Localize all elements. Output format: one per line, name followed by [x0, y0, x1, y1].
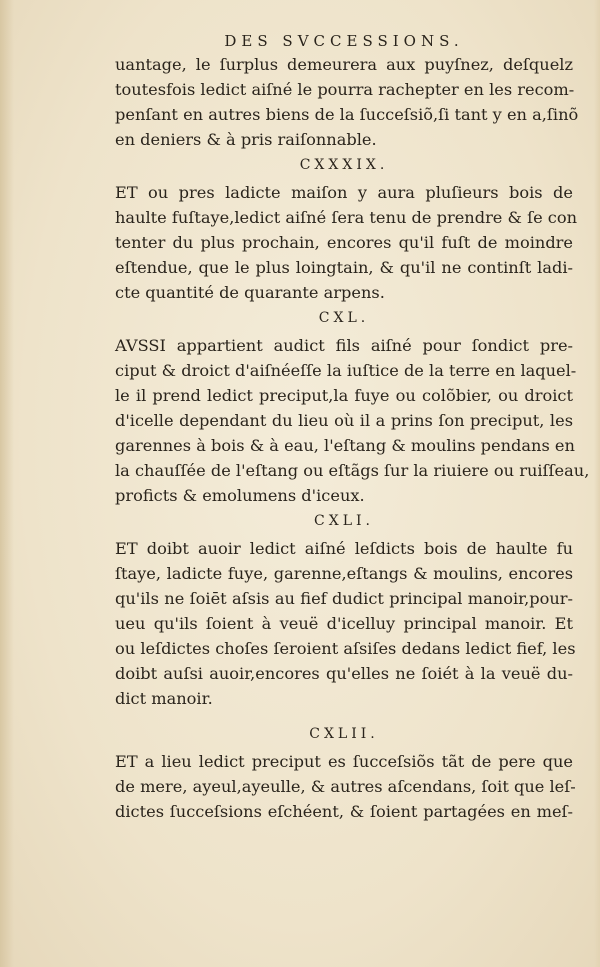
- text-block: [115, 30, 590, 824]
- text-line: qu'ils ne ſoiēt aſsis au fief dudict principal manoir,pour-: [115, 589, 573, 608]
- text-line: eſtendue, que le plus loingtain, & qu'il ne continſt ladi-: [115, 258, 573, 277]
- text-line: ueu qu'ils ſoient à veuë d'icelluy principal manoir. Et: [115, 614, 573, 633]
- text-line: d'icelle dependant du lieu où il a prins ſon preciput, les: [115, 411, 573, 430]
- text-line: dictes ſucceſsions eſchéent, & ſoient partagées en meſ-: [115, 802, 573, 821]
- text-line: la chauſſée de l'eſtang ou eſtãgs ſur la riuiere ou ruiſſeau,: [115, 461, 590, 480]
- paragraph-continuation: [115, 52, 579, 152]
- article-cxl: [115, 307, 590, 508]
- running-head: DES SVCCESSIONS.: [224, 32, 464, 50]
- text-line: en deniers & à pris raiſonnable.: [115, 130, 377, 149]
- text-line: doibt auſsi auoir,encores qu'elles ne ſoiét à la veuë du-: [115, 664, 573, 683]
- text-line: de mere, ayeul,ayeulle, & autres aſcendans, ſoit que leſ-: [115, 777, 576, 796]
- article-number: CXLI.: [314, 513, 374, 529]
- text-line: ou leſdictes choſes ſeroient aſsiſes dedans ledict fief, les: [115, 639, 576, 658]
- text-line: le il prend ledict preciput,la fuye ou colõbier, ou droict: [115, 386, 573, 405]
- paragraph-gap: [115, 711, 573, 721]
- article-number: CXXXIX.: [299, 157, 389, 173]
- text-line: haulte fuſtaye,ledict aiſné ſera tenu de prendre & ſe con: [115, 208, 578, 227]
- text-line: dict manoir.: [115, 689, 213, 708]
- page-edge-shadow: [594, 0, 600, 967]
- text-line: toutesfois ledict aiſné le pourra rachepter en les recom-: [115, 80, 575, 99]
- article-number: CXL.: [318, 310, 370, 326]
- article-cxlii: [115, 723, 576, 824]
- text-line: tenter du plus prochain, encores qu'il fuſt de moindre: [115, 233, 573, 252]
- text-line: ET a lieu ledict preciput es ſucceſsiõs tãt de pere que: [115, 752, 573, 771]
- article-cxxxix: [115, 154, 578, 305]
- text-line: garennes à bois & à eau, l'eſtang & moulins pendans en: [115, 436, 575, 455]
- text-line: ciput & droict d'aiſnéeſſe la iuſtice de la terre en laquel-: [115, 361, 577, 380]
- text-line: ET ou pres ladicte maiſon y aura pluſieurs bois de: [115, 183, 573, 202]
- article-cxli: [115, 510, 576, 711]
- text-line: ET doibt auoir ledict aiſné leſdicts bois de haulte fu: [115, 539, 573, 558]
- text-line: proficts & emolumens d'iceux.: [115, 486, 365, 505]
- text-line: uantage, le ſurplus demeurera aux puyſnez, deſquelz: [115, 55, 573, 74]
- text-line: cte quantité de quarante arpens.: [115, 283, 385, 302]
- text-line: penſant en autres biens de la ſucceſsiõ,ſi tant y en a,ſinõ: [115, 105, 579, 124]
- text-line: ſtaye, ladicte fuye, garenne,eſtangs & moulins, encores: [115, 564, 573, 583]
- article-number: CXLII.: [309, 726, 379, 742]
- text-line: AVSSI appartient audict fils aiſné pour ſondict pre-: [115, 336, 573, 355]
